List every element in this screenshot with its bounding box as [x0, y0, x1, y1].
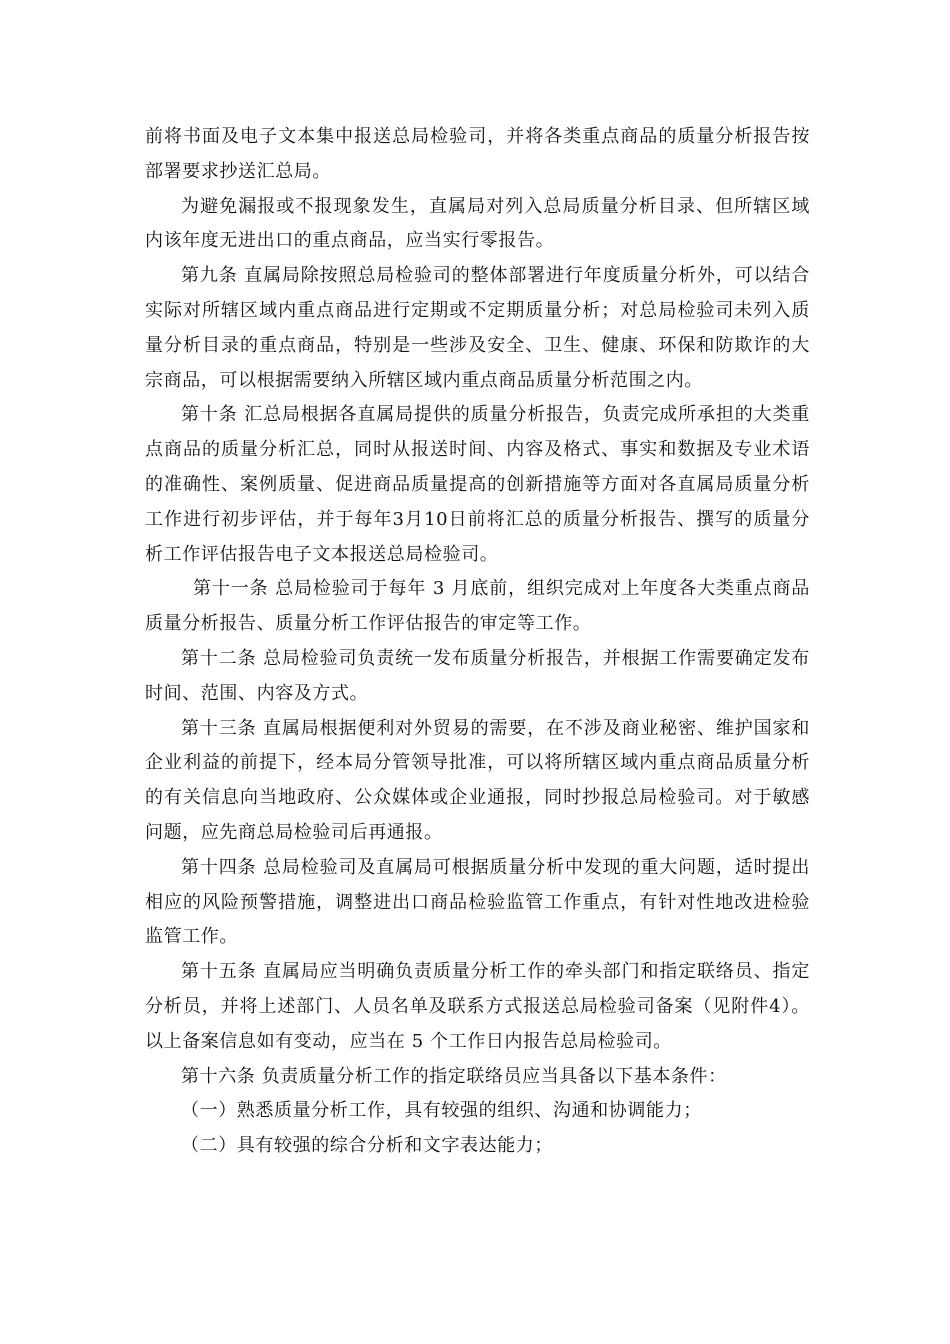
- paragraph-article-11: 第十一条 总局检验司于每年 3 月底前，组织完成对上年度各大类重点商品质量分析报告、质量分析工作评估报告的审定等工作。: [145, 578, 810, 635]
- paragraph-article-9: 第九条 直属局除按照总局检验司的整体部署进行年度质量分析外，可以结合实际对所辖区域内重点商品进行定期或不定期质量分析；对总局检验司未列入质量分析目录的重点商品，特别是一些涉及安全、卫生、健康、环保和防欺诈的大宗商品，可以根据需要纳入所辖区域内重点商品质量分析范围之内。: [145, 265, 810, 391]
- paragraph-article-16: 第十六条 负责质量分析工作的指定联络员应当具备以下基本条件：: [181, 1065, 727, 1087]
- paragraph-article-15: 第十五条 直属局应当明确负责质量分析工作的牵头部门和指定联络员、指定分析员，并将上述部门、人员名单及联系方式报送总局检验司备案（见附件4）。以上备案信息如有变动，应当在 5 个工作日内报告总局检验司。: [145, 961, 810, 1052]
- paragraph-article-13: 第十三条 直属局根据便利对外贸易的需要，在不涉及商业秘密、维护国家和企业利益的前提下，经本局分管领导批准，可以将所辖区域内重点商品质量分析的有关信息向当地政府、公众媒体或企业通报，同时抄报总局检验司。对于敏感问题，应先商总局检验司后再通报。: [145, 717, 810, 843]
- list-item-condition-2: （二）具有较强的综合分析和文字表达能力；: [181, 1135, 553, 1157]
- document-body: [145, 120, 810, 1164]
- paragraph-zero-report: 为避免漏报或不报现象发生，直属局对列入总局质量分析目录、但所辖区域内该年度无进出口的重点商品，应当实行零报告。: [145, 195, 810, 252]
- paragraph-article-10: 第十条 汇总局根据各直属局提供的质量分析报告，负责完成所承担的大类重点商品的质量分析汇总，同时从报送时间、内容及格式、事实和数据及专业术语的准确性、案例质量、促进商品质量提高的创新措施等方面对各直属局质量分析工作进行初步评估，并于每年3月10日前将汇总的质量分析报告、撰写的质量分析工作评估报告电子文本报送总局检验司。: [145, 404, 810, 565]
- paragraph-article-12: 第十二条 总局检验司负责统一发布质量分析报告，并根据工作需要确定发布时间、范围、内容及方式。: [145, 647, 810, 704]
- paragraph-continuation: 前将书面及电子文本集中报送总局检验司，并将各类重点商品的质量分析报告按部署要求抄送汇总局。: [145, 126, 810, 182]
- list-item-condition-1: （一）熟悉质量分析工作，具有较强的组织、沟通和协调能力；: [181, 1100, 702, 1122]
- paragraph-article-14: 第十四条 总局检验司及直属局可根据质量分析中发现的重大问题，适时提出相应的风险预警措施，调整进出口商品检验监管工作重点，有针对性地改进检验监管工作。: [145, 856, 810, 948]
